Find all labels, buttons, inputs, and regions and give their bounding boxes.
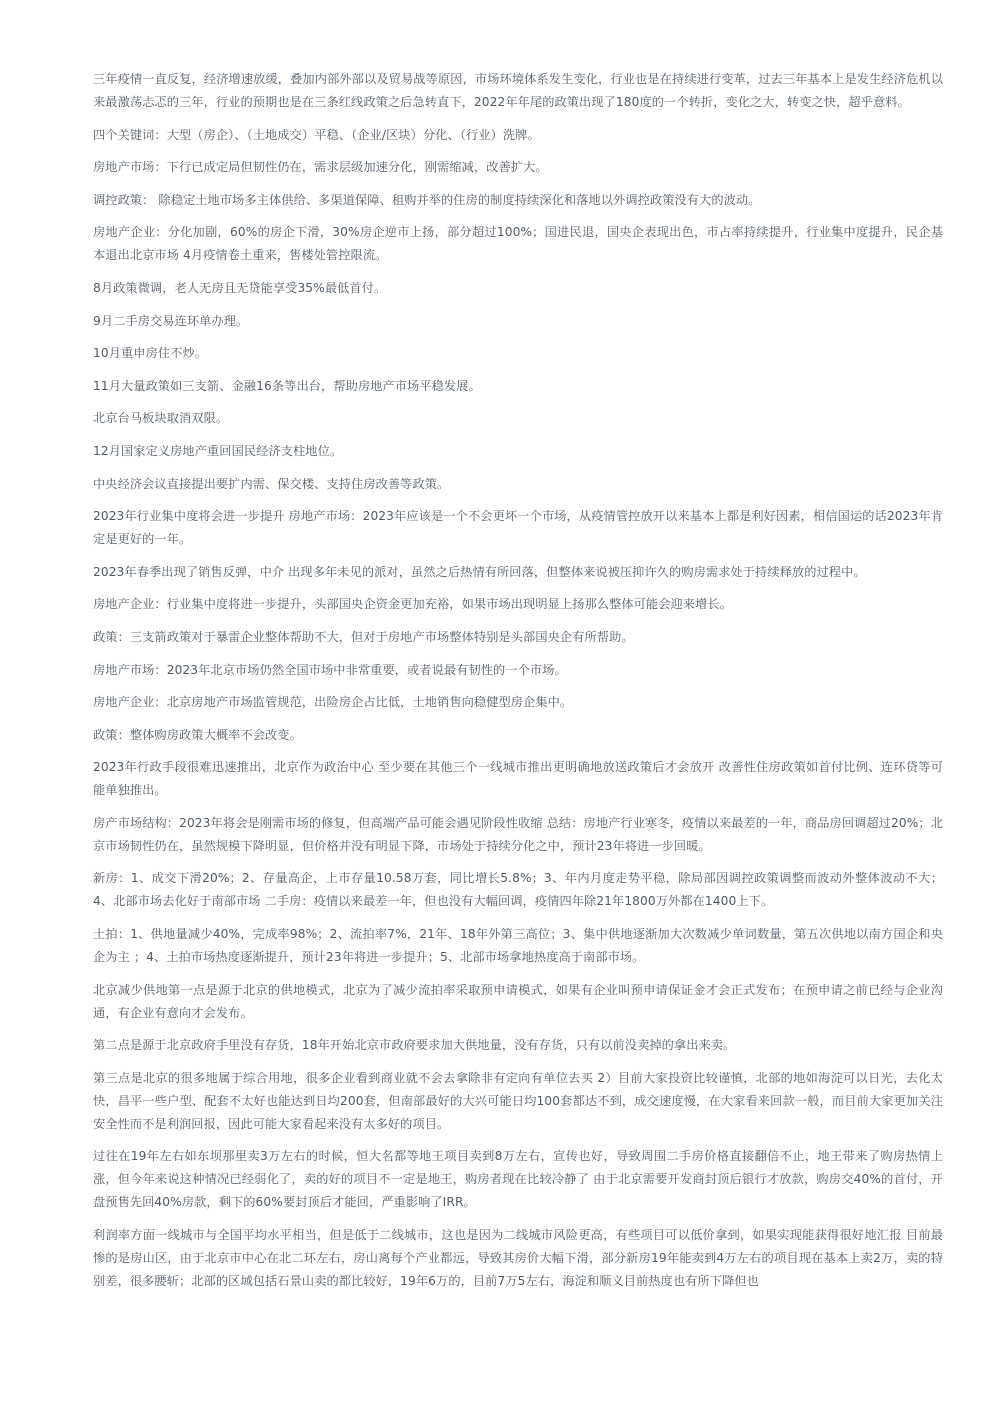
paragraph-7: 9月二手房交易连环单办理。 [93, 313, 249, 328]
paragraph-27: 过往在19年左右如东坝那里卖3万左右的时候，恒大名都等地王项目卖到8万左右，宣传也好，导致周围二手房价格直接翻倍不止，地王带来了购房热情上涨，但今年来说这种情况已经弱化了，卖的好的项目不一定是地王，购房者现在比较冷静了 由于北京需要开发商封顶后银行才放款，购房交40%的首付，开盘预售先回40%房款，剩下的60%要封顶后才能回，严重影响了IRR。 [93, 1149, 943, 1210]
document-page [93, 68, 943, 1303]
paragraph-6: 8月政策微调，老人无房且无贷能享受35%最低首付。 [93, 280, 387, 295]
paragraph-16: 政策：三支箭政策对于暴雷企业整体帮助不大，但对于房地产市场整体特别是头部国央企有所帮助。 [93, 629, 634, 644]
paragraph-20: 2023年行政手段很难迅速推出，北京作为政治中心 至少要在其他三个一线城市推出更明确地放送政策后才会放开 改善性住房政策如首付比例、连环贷等可能单独推出。 [93, 760, 943, 798]
paragraph-17: 房地产市场：2023年北京市场仍然全国市场中非常重要，或者说最有韧性的一个市场。 [93, 662, 567, 677]
paragraph-25: 第二点是源于北京政府手里没有存货，18年开始北京市政府要求加大供地量，没有存货，只有以前没卖掉的拿出来卖。 [93, 1038, 736, 1053]
paragraph-5: 房地产企业：分化加剧，60%的房企下滑，30%房企逆市上扬，部分超过100%；国进民退，国央企表现出色，市占率持续提升，行业集中度提升，民企基本退出北京市场 4月疫情卷土重来，售楼处管控限流。 [93, 225, 943, 263]
paragraph-19: 政策：整体购房政策大概率不会改变。 [93, 727, 302, 742]
paragraph-13: 2023年行业集中度将会进一步提升 房地产市场：2023年应该是一个不会更坏一个市场，从疫情管控放开以来基本上都是利好因素，相信国运的话2023年肯定是更好的一年。 [93, 509, 943, 547]
paragraph-12: 中央经济会议直接提出要扩内需、保交楼、支持住房改善等政策。 [93, 476, 450, 491]
paragraph-10: 北京台马板块取消双限。 [93, 411, 229, 426]
paragraph-28: 利润率方面一线城市与全国平均水平相当，但是低于二线城市，这也是因为二线城市风险更高，有些项目可以低价拿到，如果实现能获得很好地汇报 目前最惨的是房山区，由于北京市中心在北二环左右，房山离每个产业都远，导致其房价大幅下滑，部分新房19年能卖到4万左右的项目现在基本上卖2万，卖的特别差，很多腰斩；北部的区域包括石景山卖的都比较好，19年6万的，目前7万5左右，海淀和顺义目前热度也有所下降但也 [93, 1228, 943, 1289]
paragraph-8: 10月重申房住不炒。 [93, 346, 208, 361]
paragraph-24: 北京减少供地第一点是源于北京的供地模式，北京为了减少流拍率采取预申请模式，如果有企业叫预申请保证金才会正式发布；在预申请之前已经与企业沟通，有企业有意向才会发布。 [93, 982, 943, 1020]
paragraph-22: 新房：1、成交下滑20%；2、存量高企，上市存量10.58万套，同比增长5.8%；3、年内月度走势平稳，除局部因调控政策调整而波动外整体波动不大；4、北部市场去化好于南部市场 二手房：疫情以来最差一年，但也没有大幅回调，疫情四年除21年1800万外都在1400上下。 [93, 871, 943, 909]
paragraph-21: 房产市场结构：2023年将会是刚需市场的修复，但高端产品可能会遇见阶段性收缩 总结：房地产行业寒冬，疫情以来最差的一年，商品房回调超过20%；北京市场韧性仍在，虽然规模下降明显，但价格并没有明显下降，市场处于持续分化之中，预计23年将进一步回暖。 [93, 815, 943, 853]
paragraph-1: 三年疫情一直反复，经济增速放缓，叠加内部外部以及贸易战等原因，市场环境体系发生变化，行业也是在持续进行变革，过去三年基本上是发生经济危机以来最激荡忐忑的三年，行业的预期也是在三条红线政策之后急转直下，2022年年尾的政策出现了180度的一个转折，变化之大，转变之快，超乎意料。 [93, 72, 943, 109]
paragraph-3: 房地产市场：下行已成定局但韧性仍在，需求层级加速分化，刚需缩减，改善扩大。 [93, 160, 548, 175]
paragraph-14: 2023年春季出现了销售反弹，中介 出现多年未见的派对，虽然之后热情有所回落，但整体来说被压抑许久的购房需求处于持续释放的过程中。 [93, 564, 866, 579]
paragraph-23: 土拍：1、供地量减少40%，完成率98%；2、流拍率7%，21年、18年外第三高位；3、集中供地逐渐加大次数减少单词数量，第五次供地以南方国企和央企为主 ；4、土拍市场热度逐渐提升，预计23年将进一步提升；5、北部市场拿地热度高于南部市场。 [93, 927, 943, 965]
paragraph-4: 调控政策： 除稳定土地市场多主体供给、多渠道保障、租购并举的住房的制度持续深化和落地以外调控政策没有大的波动。 [93, 192, 761, 207]
paragraph-2: 四个关键词：大型（房企）、（土地成交）平稳、（企业/区块）分化、（行业）洗牌。 [93, 127, 540, 142]
paragraph-18: 房地产企业：北京房地产市场监管规范，出险房企占比低，土地销售向稳健型房企集中。 [93, 695, 573, 710]
paragraph-26: 第三点是北京的很多地属于综合用地，很多企业看到商业就不会去拿除非有定向有单位去买 2）目前大家投资比较谨慎，北部的地如海淀可以日光，去化太快，昌平一些户型、配套不太好也能达到日均200套，但南部最好的大兴可能日均100套都达不到，成交速度慢，在大家看来回款一般，而目前大家更加关注安全性而不是利润回报，因此可能大家看起来没有太多好的项目。 [93, 1070, 943, 1131]
paragraph-11: 12月国家定义房地产重回国民经济支柱地位。 [93, 443, 343, 458]
paragraph-15: 房地产企业：行业集中度将进一步提升，头部国央企资金更加充裕，如果市场出现明显上扬那么整体可能会迎来增长。 [93, 597, 732, 612]
paragraph-9: 11月大量政策如三支箭、金融16条等出台，帮助房地产市场平稳发展。 [93, 378, 481, 393]
